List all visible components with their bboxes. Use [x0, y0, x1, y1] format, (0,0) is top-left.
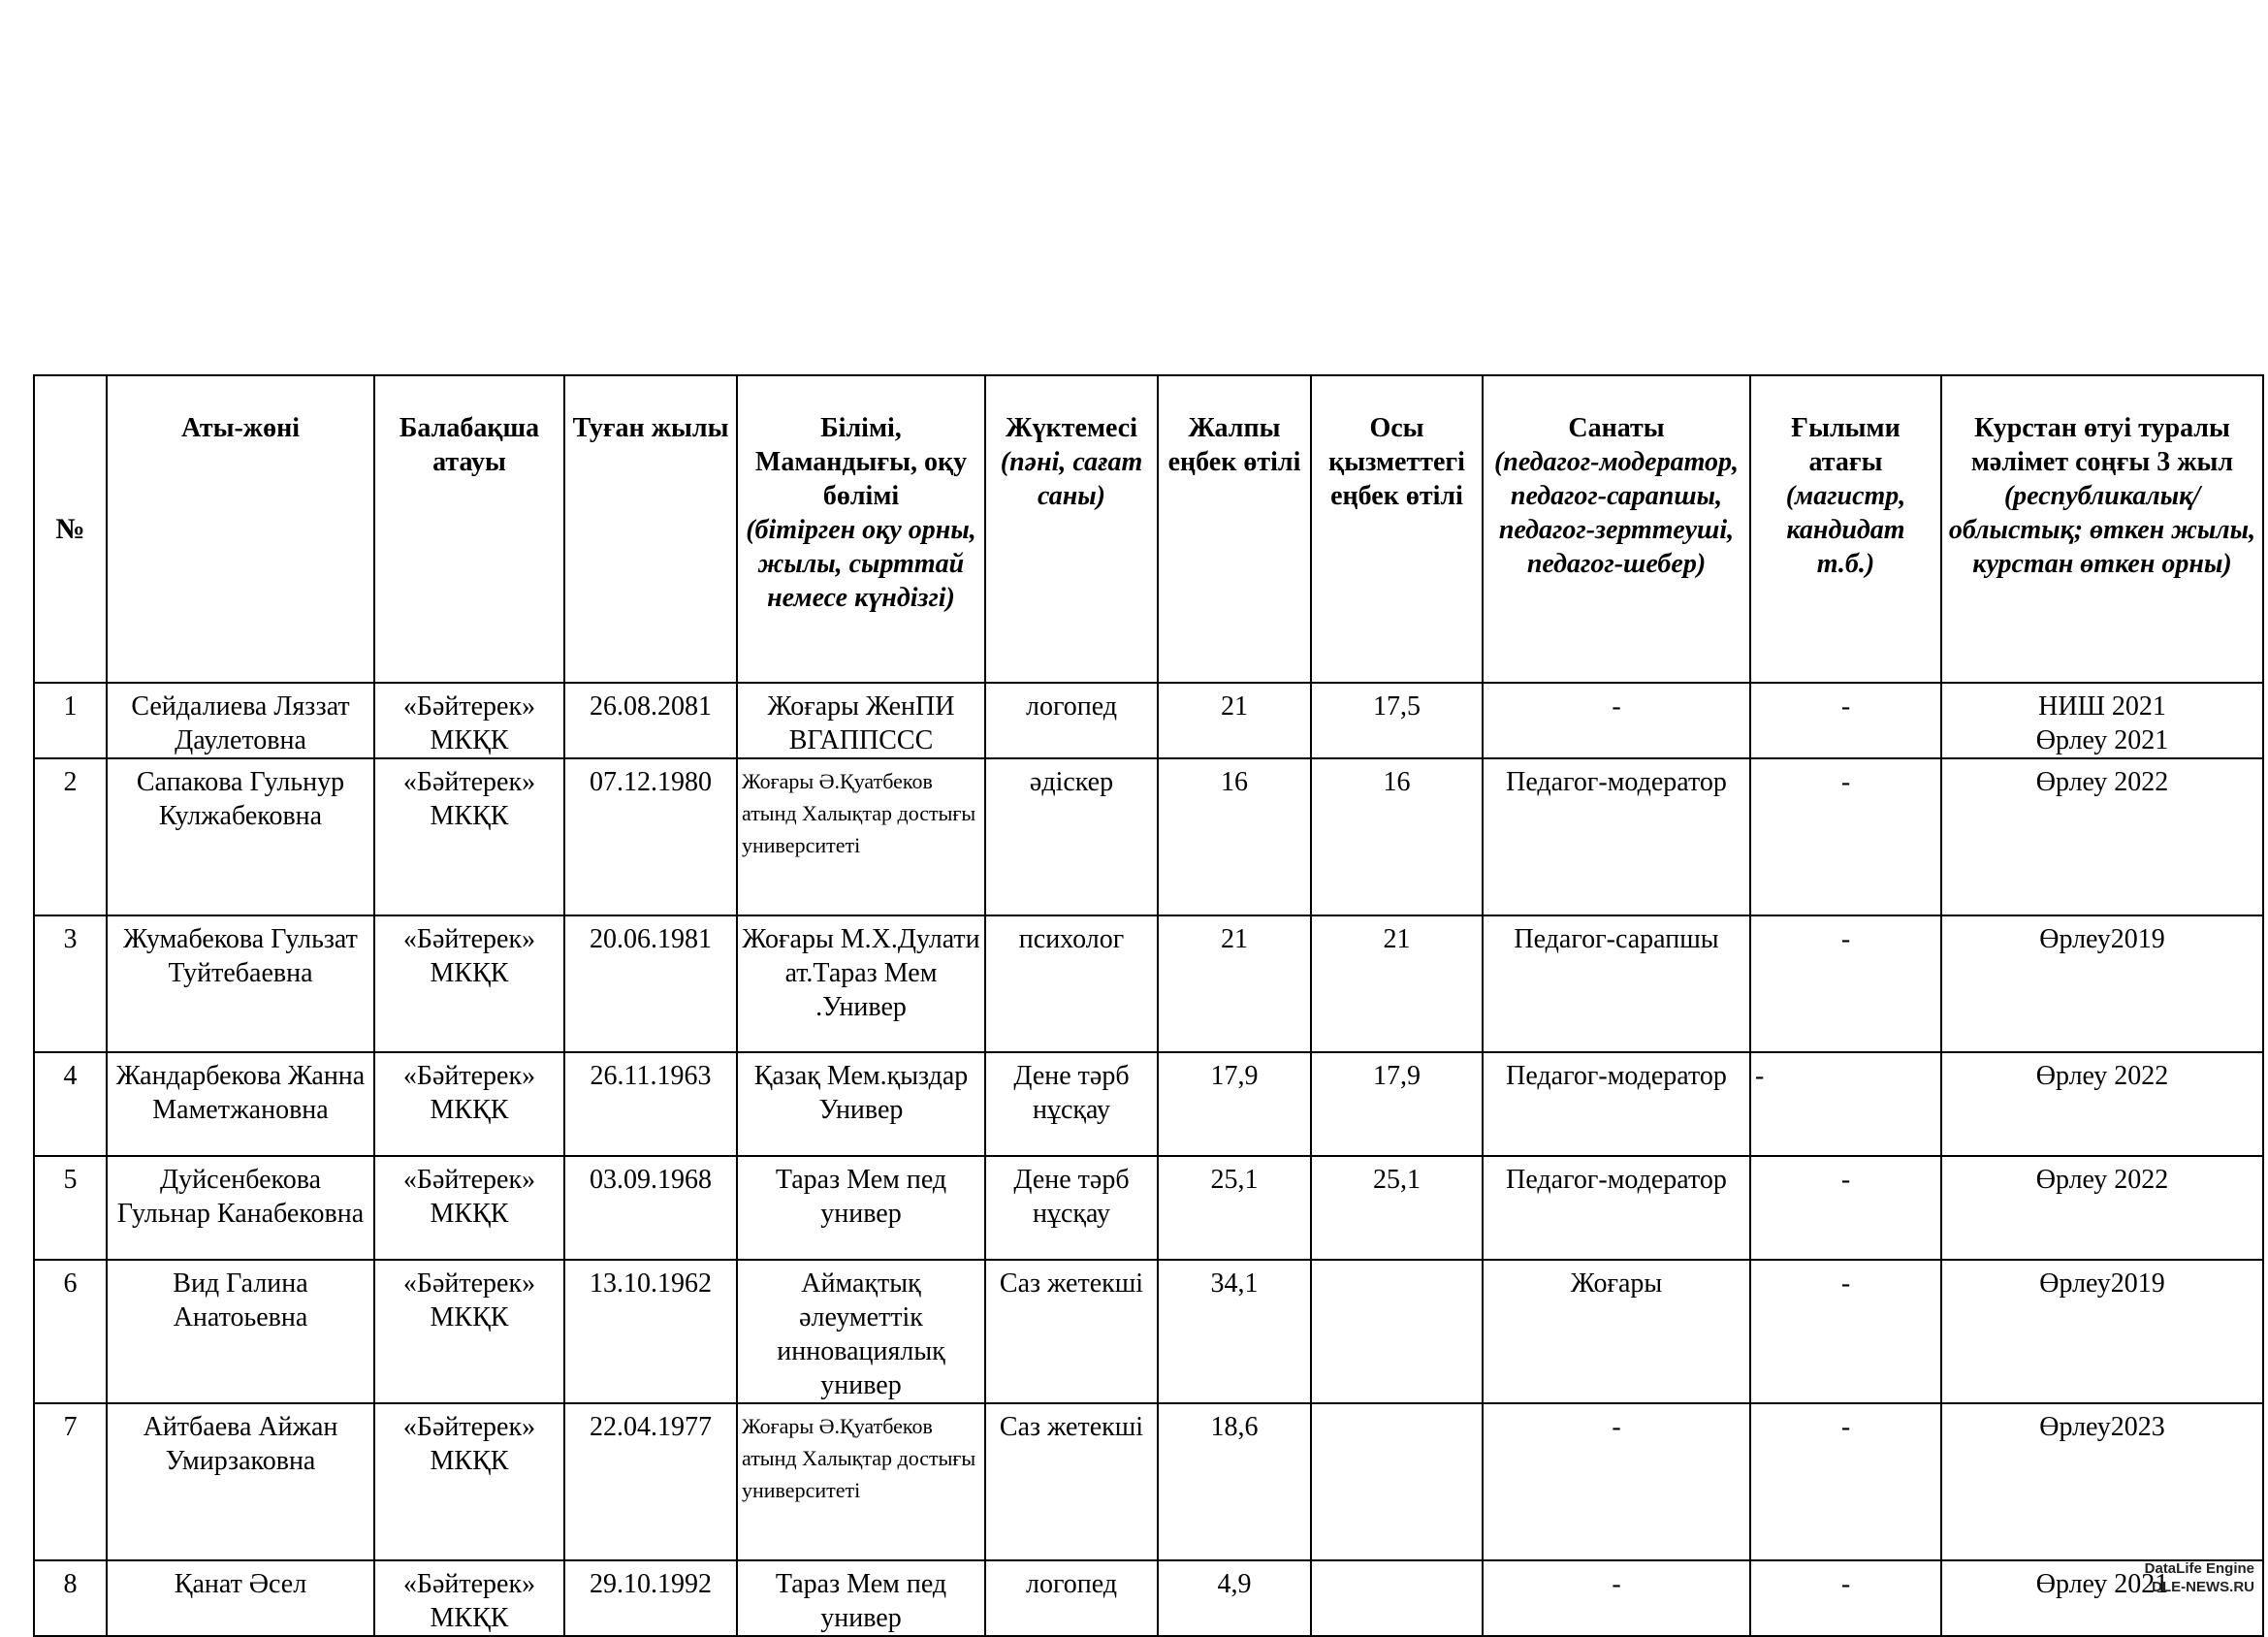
table-row — [34, 1260, 2263, 1403]
workload-cell: Саз жетекші — [985, 1260, 1158, 1403]
column-header-hint: (магистр, кандидат т.б.) — [1785, 481, 1906, 579]
column-header-hint: (бітірген оқу орны, жылы, сырттай немесе күндізгі) — [746, 515, 976, 613]
workload-cell: логопед — [985, 683, 1158, 758]
education-cell: Тараз Мем пед универ — [737, 1560, 985, 1636]
column-header-label: Жалпы еңбек өтілі — [1167, 413, 1301, 477]
row-number-cell: 2 — [34, 758, 107, 915]
birth-date-cell: 26.08.2081 — [564, 683, 737, 758]
category-cell: Педагог-модератор — [1483, 1052, 1750, 1156]
total-experience-cell: 17,9 — [1158, 1052, 1311, 1156]
course-entry: Өрлеу 2021 — [2035, 1569, 2169, 1599]
courses-cell — [1941, 1052, 2263, 1156]
category-cell: - — [1483, 1560, 1750, 1636]
row-number-cell: 7 — [34, 1403, 107, 1560]
staff-name-cell: Сапакова Гульнур Кулжабековна — [107, 758, 374, 915]
workload-cell: Саз жетекші — [985, 1403, 1158, 1560]
column-header-label: Курстан өтуі туралы мәлімет соңғы 3 жыл — [1970, 413, 2234, 477]
course-entry: НИШ 2021 — [2038, 691, 2166, 722]
total-experience-cell: 21 — [1158, 683, 1311, 758]
column-header-hint: (республикалық/ облыстық; өткен жылы, курстан өткен орны) — [1948, 481, 2256, 579]
column-header-label: Осы қызметтегі еңбек өтілі — [1328, 413, 1465, 511]
total-experience-cell: 34,1 — [1158, 1260, 1311, 1403]
staff-name-cell: Қанат Әсел — [107, 1560, 374, 1636]
academic-degree-cell: - — [1750, 758, 1941, 915]
kindergarten-name-cell: «Бәйтерек» МКҚК — [374, 1052, 564, 1156]
watermark-line-2: DLE-NEWS.RU — [2152, 1579, 2254, 1595]
column-header-9 — [1483, 375, 1750, 683]
staff-name-cell: Жандарбекова Жанна Маметжановна — [107, 1052, 374, 1156]
row-number-cell: 4 — [34, 1052, 107, 1156]
birth-date-cell: 13.10.1962 — [564, 1260, 737, 1403]
category-cell: Педагог-модератор — [1483, 1156, 1750, 1260]
birth-date-cell: 03.09.1968 — [564, 1156, 737, 1260]
kindergarten-name-cell: «Бәйтерек» МКҚК — [374, 1156, 564, 1260]
column-header-label: Білімі, Мамандығы, оқу бөлімі — [754, 413, 968, 511]
column-header-1 — [34, 375, 107, 683]
column-header-3 — [374, 375, 564, 683]
course-entry: Өрлеу 2022 — [2035, 1165, 2169, 1195]
category-cell: - — [1483, 683, 1750, 758]
total-experience-cell: 16 — [1158, 758, 1311, 915]
column-header-hint: (пәні, сағат саны) — [1000, 447, 1143, 511]
row-number-cell: 1 — [34, 683, 107, 758]
table-row — [34, 915, 2263, 1052]
courses-cell — [1941, 758, 2263, 915]
position-experience-cell — [1311, 1560, 1483, 1636]
course-entry: Өрлеу2019 — [2039, 1268, 2165, 1299]
column-header-2 — [107, 375, 374, 683]
staff-table — [33, 374, 2264, 1637]
total-experience-cell: 25,1 — [1158, 1156, 1311, 1260]
header-row — [34, 375, 2263, 683]
watermark — [2145, 1559, 2254, 1596]
category-cell: - — [1483, 1403, 1750, 1560]
position-experience-cell — [1311, 1260, 1483, 1403]
column-header-11 — [1941, 375, 2263, 683]
column-header-hint: (педагог-модератор, педагог-сарапшы, педагог-зерттеуші, педагог-шебер) — [1493, 447, 1740, 579]
total-experience-cell: 21 — [1158, 915, 1311, 1052]
staff-name-cell: Айтбаева Айжан Умирзаковна — [107, 1403, 374, 1560]
courses-cell — [1941, 1403, 2263, 1560]
category-cell: Педагог-сарапшы — [1483, 915, 1750, 1052]
total-experience-cell: 18,6 — [1158, 1403, 1311, 1560]
position-experience-cell: 25,1 — [1311, 1156, 1483, 1260]
workload-cell: әдіскер — [985, 758, 1158, 915]
courses-cell — [1941, 1156, 2263, 1260]
table-row — [34, 683, 2263, 758]
birth-date-cell: 20.06.1981 — [564, 915, 737, 1052]
course-entry: Өрлеу2023 — [2039, 1412, 2165, 1442]
course-entry: Өрлеу 2021 — [2035, 725, 2169, 755]
watermark-line-1: DataLife Engine — [2144, 1560, 2254, 1577]
workload-cell: Дене тәрб нұсқау — [985, 1156, 1158, 1260]
education-cell: Жоғары ЖенПИ ВГАППССС — [737, 683, 985, 758]
column-header-label: Жүктемесі — [1005, 413, 1138, 443]
position-experience-cell — [1311, 1403, 1483, 1560]
course-entry: Өрлеу 2022 — [2035, 1061, 2169, 1091]
row-number-cell: 3 — [34, 915, 107, 1052]
education-cell: Тараз Мем пед универ — [737, 1156, 985, 1260]
birth-date-cell: 07.12.1980 — [564, 758, 737, 915]
column-header-label: Аты-жөні — [181, 413, 300, 443]
category-cell: Жоғары — [1483, 1260, 1750, 1403]
academic-degree-cell: - — [1750, 683, 1941, 758]
workload-cell: психолог — [985, 915, 1158, 1052]
courses-cell — [1941, 915, 2263, 1052]
birth-date-cell: 29.10.1992 — [564, 1560, 737, 1636]
workload-cell: Дене тәрб нұсқау — [985, 1052, 1158, 1156]
category-cell: Педагог-модератор — [1483, 758, 1750, 915]
total-experience-cell: 4,9 — [1158, 1560, 1311, 1636]
column-header-7 — [1158, 375, 1311, 683]
course-entry: Өрлеу 2022 — [2035, 767, 2169, 797]
academic-degree-cell: - — [1750, 1052, 1941, 1156]
courses-cell — [1941, 1260, 2263, 1403]
kindergarten-name-cell: «Бәйтерек» МКҚК — [374, 1560, 564, 1636]
row-number-cell: 5 — [34, 1156, 107, 1260]
education-cell: Жоғары Ә.Қуатбеков атынд Халықтар достығы университеті — [737, 758, 985, 915]
position-experience-cell: 21 — [1311, 915, 1483, 1052]
column-header-8 — [1311, 375, 1483, 683]
academic-degree-cell: - — [1750, 915, 1941, 1052]
education-cell: Жоғары Ә.Қуатбеков атынд Халықтар достығы университеті — [737, 1403, 985, 1560]
staff-name-cell: Вид Галина Анатоьевна — [107, 1260, 374, 1403]
table-row — [34, 1403, 2263, 1560]
column-header-4 — [564, 375, 737, 683]
table-body — [34, 683, 2263, 1636]
staff-name-cell: Сейдалиева Ляззат Даулетовна — [107, 683, 374, 758]
column-header-label: Балабақша атауы — [399, 413, 540, 477]
staff-name-cell: Жумабекова Гульзат Туйтебаевна — [107, 915, 374, 1052]
row-number-cell: 6 — [34, 1260, 107, 1403]
academic-degree-cell: - — [1750, 1156, 1941, 1260]
column-header-5 — [737, 375, 985, 683]
kindergarten-name-cell: «Бәйтерек» МКҚК — [374, 1260, 564, 1403]
position-experience-cell: 16 — [1311, 758, 1483, 915]
position-experience-cell: 17,5 — [1311, 683, 1483, 758]
table-row — [34, 758, 2263, 915]
academic-degree-cell: - — [1750, 1260, 1941, 1403]
kindergarten-name-cell: «Бәйтерек» МКҚК — [374, 758, 564, 915]
table-row — [34, 1156, 2263, 1260]
table-row — [34, 1052, 2263, 1156]
column-header-label: Туған жылы — [572, 413, 729, 443]
column-header-10 — [1750, 375, 1941, 683]
birth-date-cell: 22.04.1977 — [564, 1403, 737, 1560]
table-row — [34, 1560, 2263, 1636]
column-header-label: Ғылыми атағы — [1791, 413, 1901, 477]
birth-date-cell: 26.11.1963 — [564, 1052, 737, 1156]
education-cell: Жоғары М.Х.Дулати ат.Тараз Мем .Универ — [737, 915, 985, 1052]
column-header-label: № — [55, 513, 85, 545]
row-number-cell: 8 — [34, 1560, 107, 1636]
kindergarten-name-cell: «Бәйтерек» МКҚК — [374, 1403, 564, 1560]
staff-name-cell: Дуйсенбекова Гульнар Канабековна — [107, 1156, 374, 1260]
academic-degree-cell: - — [1750, 1403, 1941, 1560]
column-header-label: Санаты — [1568, 413, 1665, 443]
course-entry: Өрлеу2019 — [2039, 924, 2165, 954]
courses-cell — [1941, 683, 2263, 758]
education-cell: Аймақтық әлеуметтік инновациялық универ — [737, 1260, 985, 1403]
position-experience-cell: 17,9 — [1311, 1052, 1483, 1156]
academic-degree-cell: - — [1750, 1560, 1941, 1636]
workload-cell: логопед — [985, 1560, 1158, 1636]
kindergarten-name-cell: «Бәйтерек» МКҚК — [374, 683, 564, 758]
column-header-6 — [985, 375, 1158, 683]
kindergarten-name-cell: «Бәйтерек» МКҚК — [374, 915, 564, 1052]
education-cell: Қазақ Мем.қыздар Универ — [737, 1052, 985, 1156]
